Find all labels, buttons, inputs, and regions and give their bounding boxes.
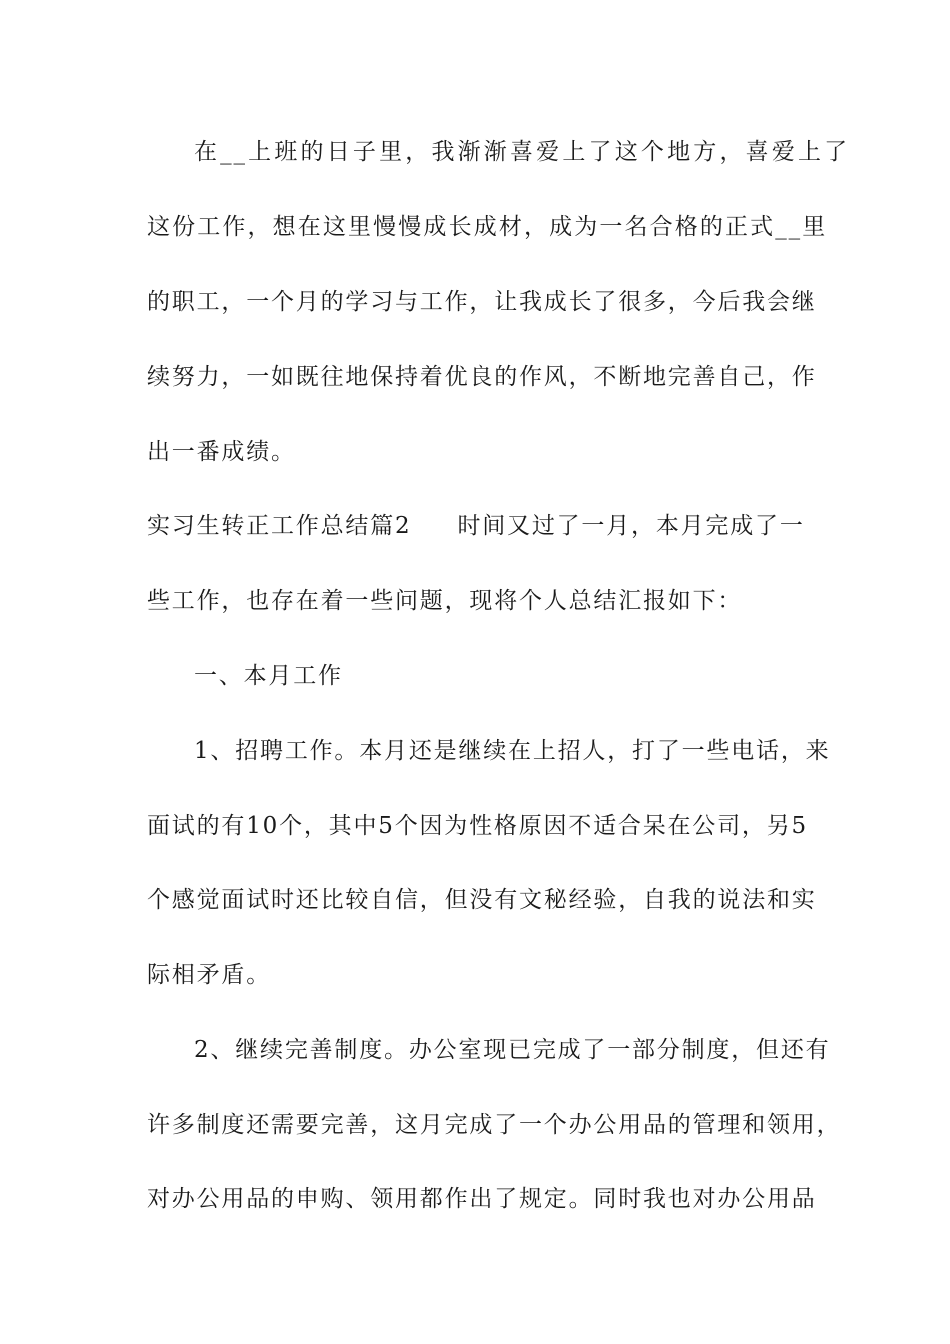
paragraph-line: 续努力，一如既往地保持着优良的作风，不断地完善自己，作 [147,364,817,390]
section-title: 实习生转正工作总结篇2 [147,513,412,539]
paragraph-line: 些工作，也存在着一些问题，现将个人总结汇报如下： [147,588,743,614]
paragraph-line: 对办公用品的申购、领用都作出了规定。同时我也对办公用品 [147,1186,817,1212]
paragraph-line: 2、继续完善制度。办公室现已完成了一部分制度，但还有 [194,1037,831,1063]
section-first-line: 时间又过了一月，本月完成了一 [457,513,805,539]
paragraph-line: 面试的有10个，其中5个因为性格原因不适合呆在公司，另5 [147,813,808,839]
subsection-heading: 一、本月工作 [194,663,343,689]
paragraph-line: 出一番成绩。 [147,439,296,465]
paragraph-line: 在__上班的日子里，我渐渐喜爱上了这个地方，喜爱上了 [194,139,849,165]
paragraph-line: 个感觉面试时还比较自信，但没有文秘经验，自我的说法和实 [147,887,817,913]
paragraph-line: 这份工作，想在这里慢慢成长成材，成为一名合格的正式__里 [147,214,827,240]
paragraph-line: 的职工，一个月的学习与工作，让我成长了很多，今后我会继 [147,289,817,315]
section-heading-line [147,506,827,546]
paragraph-line: 许多制度还需要完善，这月完成了一个办公用品的管理和领用， [147,1112,842,1138]
paragraph-line: 际相矛盾。 [147,962,271,988]
paragraph-line: 1、招聘工作。本月还是继续在上招人，打了一些电话，来 [194,738,831,764]
